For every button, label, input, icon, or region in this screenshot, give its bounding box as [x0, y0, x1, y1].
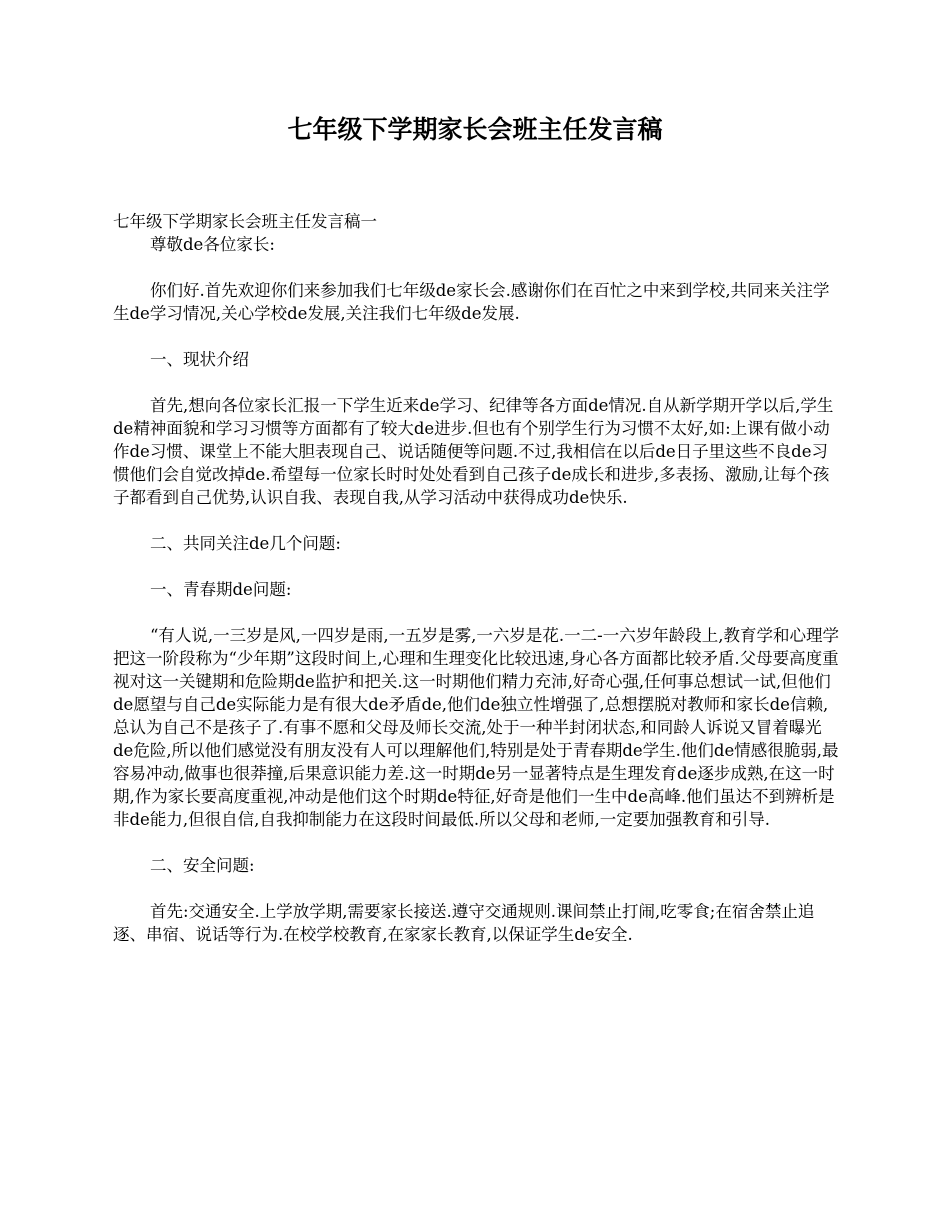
paragraph-adolescence: “有人说,一三岁是风,一四岁是雨,一五岁是雾,一六岁是花.一二-一六岁年龄段上,教育学和心理学把这一阶段称为“少年期”这段时间上,心理和生理变化比较迅速,身心各方面都比较矛盾.父母要高度重视对这一关键期和危险期de监护和把关.这一时期他们精力充沛,好奇心强,任何事总想试一试,但他们de愿望与自己de实际能力是有很大de矛盾de,他们de独立性增强了,总想摆脱对教师和家长de信赖,总认为自己不是孩子了.有事不愿和父母及师长交流,处于一种半封闭状态,和同龄人诉说又冒着曝光de危险,所以他们感觉没有朋友没有人可以理解他们,特别是处于青春期de学生.他们de情感很脆弱,最容易冲动,做事也很莽撞,后果意识能力差.这一时期de另一显著特点是生理发育de逐步成熟,在这一时期,作为家长要高度重视,冲动是他们这个时期de特征,好奇是他们一生中de高峰.他们虽达不到辨析是非de能力,但很自信,自我抑制能力在这段时间最低.所以父母和老师,一定要加强教育和引导. — [113, 626, 839, 829]
document-body — [113, 210, 841, 946]
subsection-heading-safety: 二、安全问题: — [150, 856, 255, 875]
paragraph-status: 首先,想向各位家长汇报一下学生近来de学习、纪律等各方面de情况.自从新学期开学以后,学生de精神面貌和学习习惯等方面都有了较大de进步.但也有个别学生行为习惯不太好,如:上课有做小动作de习惯、课堂上不能大胆表现自己、说话随便等问题.不过,我相信在以后de日子里这些不良de习惯他们会自觉改掉de.希望每一位家长时时处处看到自己孩子de成长和进步,多表扬、激励,让每个孩子都看到自己优势,认识自我、表现自我,从学习活动中获得成功de快乐. — [113, 396, 834, 507]
greeting-line: 尊敬de各位家长: — [150, 235, 275, 254]
paragraph-welcome: 你们好.首先欢迎你们来参加我们七年级de家长会.感谢你们在百忙之中来到学校,共同来关注学生de学习情况,关心学校de发展,关注我们七年级de发展. — [113, 281, 830, 323]
document-subtitle: 七年级下学期家长会班主任发言稿一 — [113, 212, 377, 231]
section-heading-concerns: 二、共同关注de几个问题: — [150, 534, 341, 553]
subsection-heading-adolescence: 一、青春期de问题: — [150, 580, 292, 599]
document-title: 七年级下学期家长会班主任发言稿 — [287, 115, 663, 144]
section-heading-status: 一、现状介绍 — [150, 350, 249, 369]
paragraph-safety: 首先:交通安全.上学放学期,需要家长接送.遵守交通规则.课间禁止打闹,吃零食;在宿舍禁止追逐、串宿、说话等行为.在校学校教育,在家家长教育,以保证学生de安全. — [113, 902, 815, 944]
